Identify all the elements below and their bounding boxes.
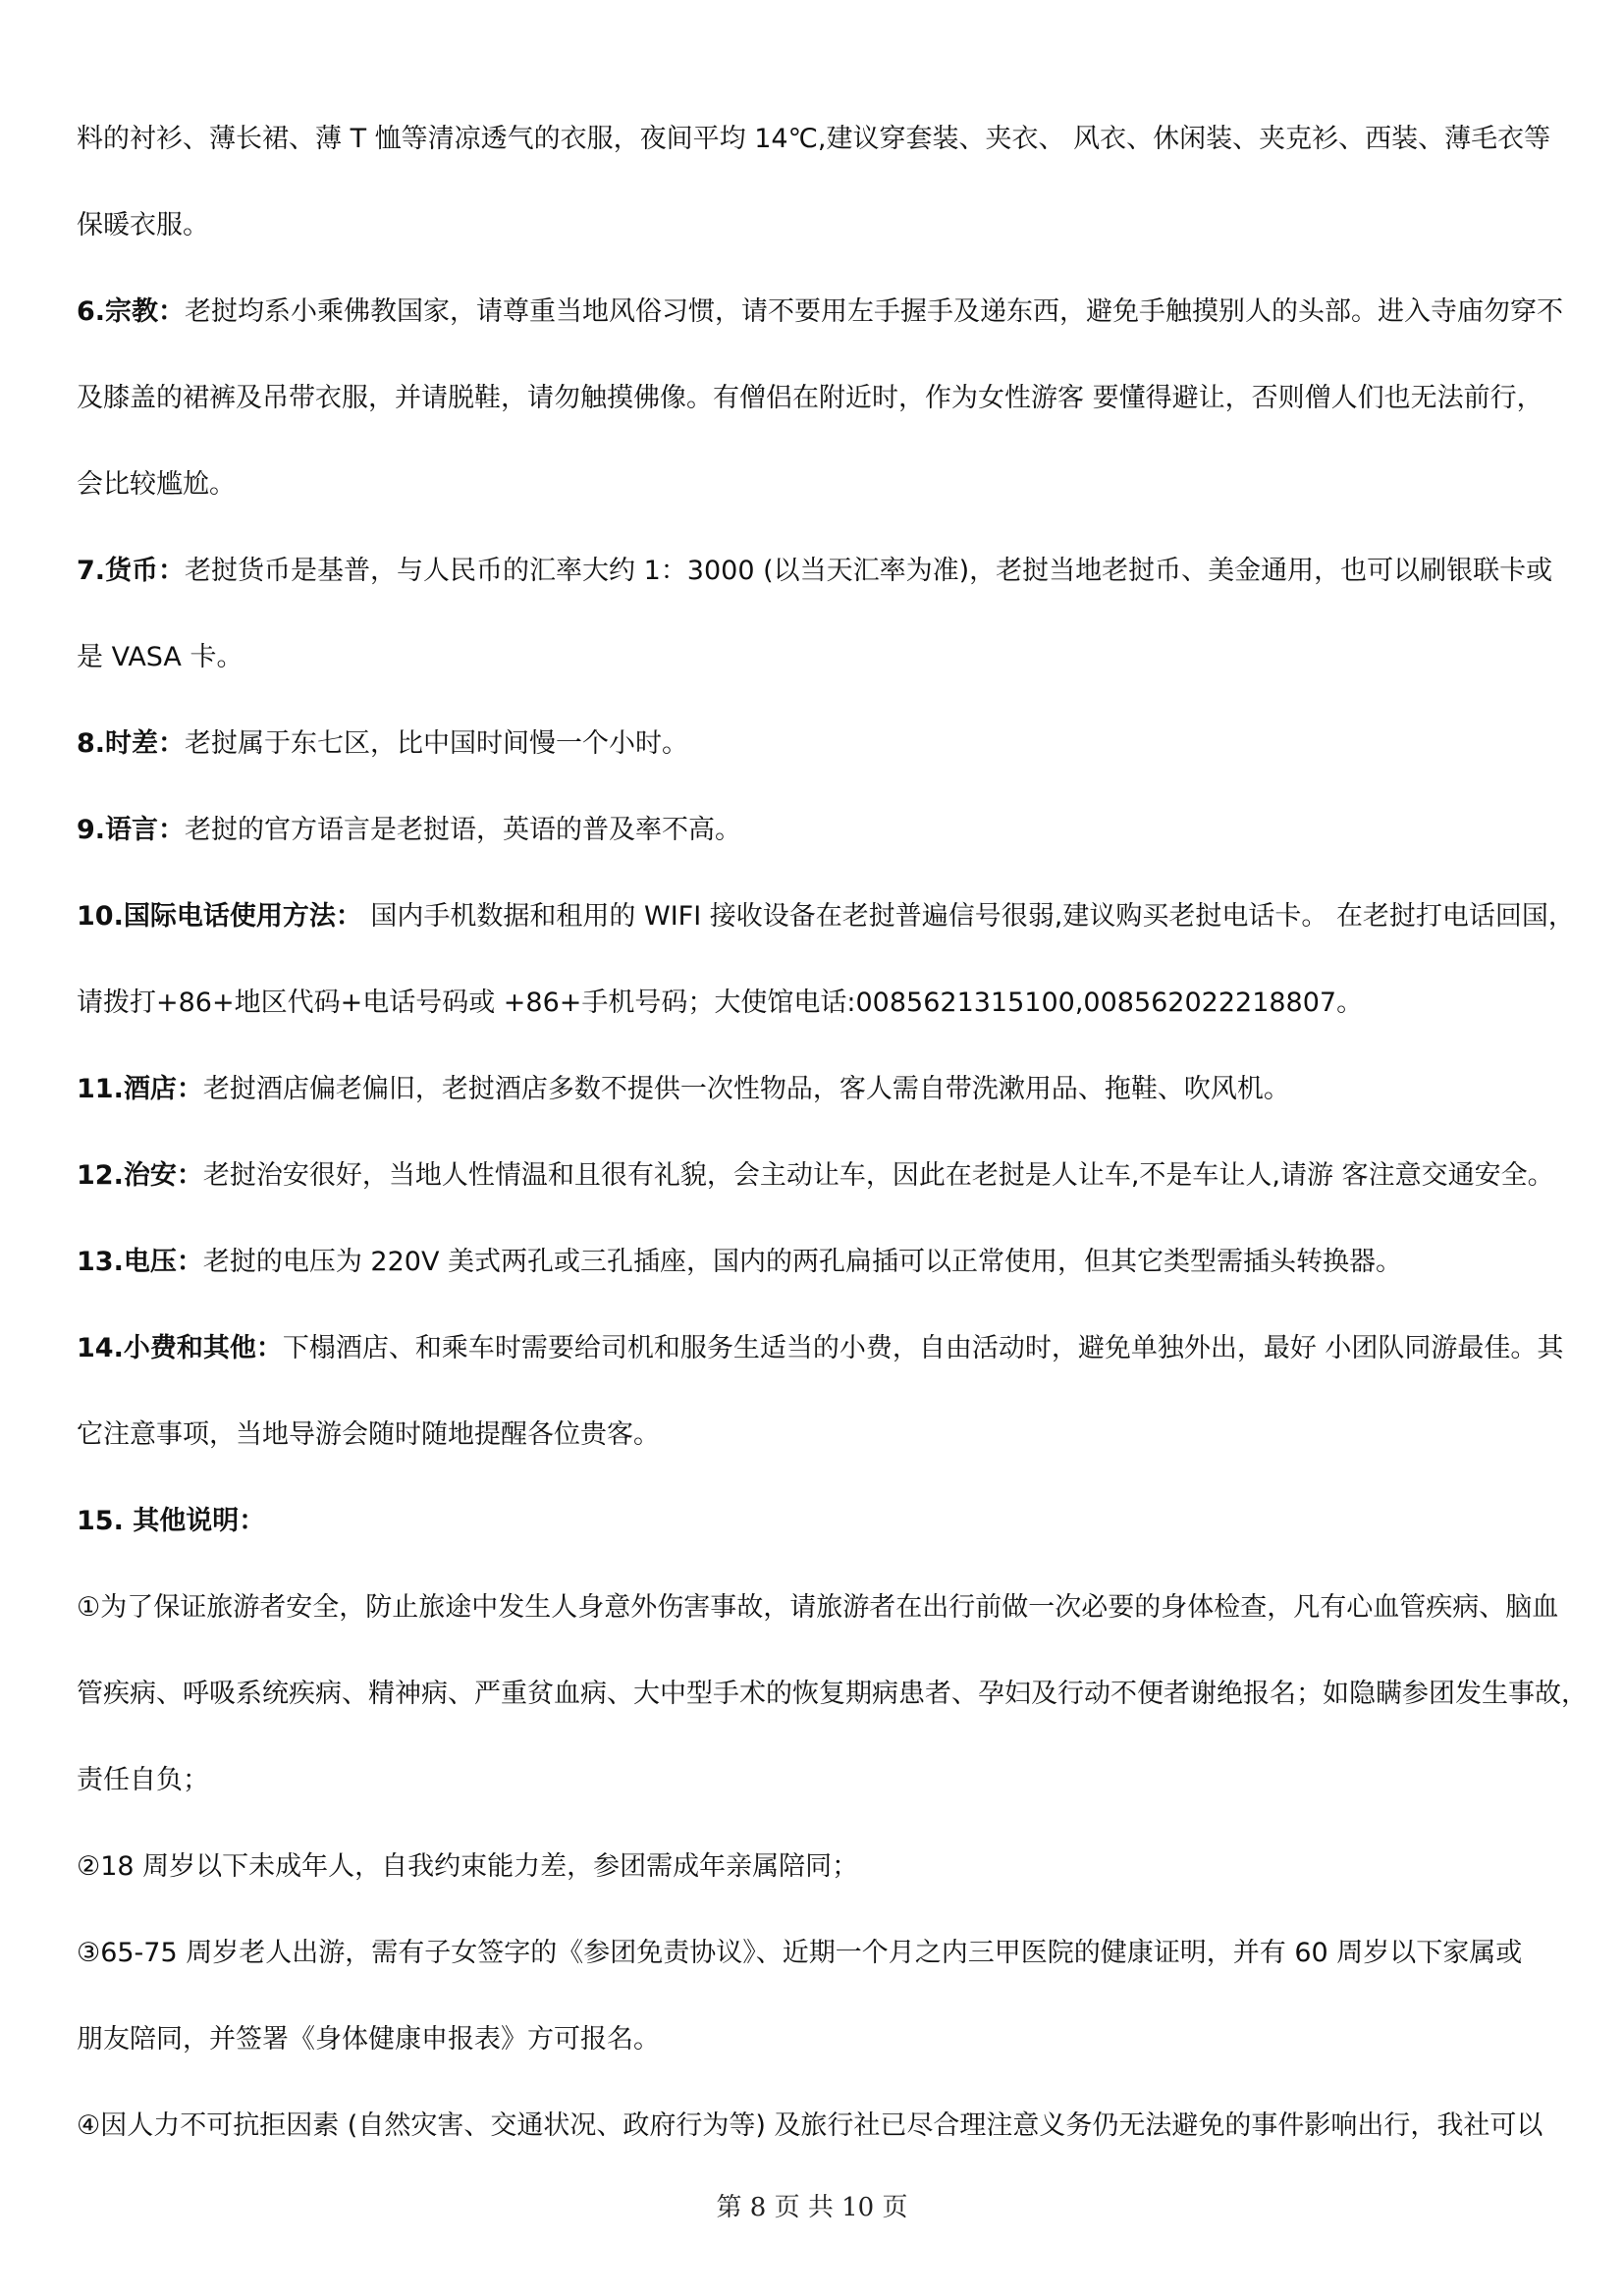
line-text: ②18 周岁以下未成年人，自我约束能力差，参团需成年亲属陪同； (77, 1851, 859, 1882)
text-line (77, 1478, 1569, 1565)
line-text: 朋友陪同，并签署《身体健康申报表》方可报名。 (77, 2024, 660, 2055)
section-label: 15. 其他说明： (77, 1506, 266, 1536)
line-text: 国内手机数据和租用的 WIFI 接收设备在老挝普遍信号很弱,建议购买老挝电话卡。 在老挝打电话回国， (361, 901, 1575, 932)
line-text: ①为了保证旅游者安全，防止旅途中发生人身意外伤害事故，请旅游者在出行前做一次必要的身体检查，凡有心血管疾病、脑血 (77, 1592, 1559, 1623)
line-text: 责任自负； (77, 1765, 209, 1795)
text-line (77, 1219, 1569, 1306)
section-label: 6.宗教： (77, 296, 186, 327)
line-text: 会比较尴尬。 (77, 469, 236, 500)
section-label: 10.国际电话使用方法： (77, 901, 362, 932)
document-body (77, 96, 1588, 2169)
line-text: ③65-75 周岁老人出游，需有子女签字的《参团免责协议》、近期一个月之内三甲医院的健康证明，并有 60 周岁以下家属或 (77, 1938, 1523, 1968)
line-text: 老挝的官方语言是老挝语，英语的普及率不高。 (185, 815, 742, 845)
text-line (77, 269, 1569, 355)
text-line (77, 701, 1569, 787)
line-text: 保暖衣服。 (77, 210, 209, 240)
line-text: 老挝的电压为 220V 美式两孔或三孔插座，国内的两孔扁插可以正常使用，但其它类型需插头转换器。 (202, 1247, 1403, 1277)
text-line (77, 1997, 1569, 2083)
text-line (77, 787, 1569, 874)
section-label: 13.电压： (77, 1247, 203, 1277)
text-line (77, 960, 1569, 1046)
text-line (77, 442, 1569, 528)
text-line (77, 528, 1569, 614)
text-line (77, 1133, 1569, 1219)
page-footer: 第 8 页 共 10 页 (716, 2193, 908, 2222)
text-line (77, 1565, 1569, 1651)
text-line (77, 1651, 1588, 1737)
section-label: 12.治安： (77, 1160, 203, 1191)
text-line (77, 1737, 1569, 1824)
line-text: 老挝酒店偏老偏旧，老挝酒店多数不提供一次性物品，客人需自带洗漱用品、拖鞋、吹风机。 (202, 1074, 1290, 1104)
text-line (77, 2083, 1569, 2169)
section-label: 9.语言： (77, 815, 186, 845)
line-text: 老挝均系小乘佛教国家，请尊重当地风俗习惯，请不要用左手握手及递东西，避免手触摸别人的头部。进入寺庙勿穿不 (185, 296, 1564, 327)
text-line (77, 96, 1569, 183)
line-text: 及膝盖的裙裤及吊带衣服，并请脱鞋，请勿触摸佛像。有僧侣在附近时，作为女性游客 要懂得避让，否则僧人们也无法前行， (77, 383, 1543, 413)
text-line (77, 1824, 1569, 1910)
line-text: 料的衬衫、薄长裙、薄 T 恤等清凉透气的衣服，夜间平均 14℃,建议穿套装、夹衣、 风衣、休闲装、夹克衫、西装、薄毛衣等 (77, 124, 1551, 154)
text-line (77, 183, 1569, 269)
line-text: 老挝属于东七区，比中国时间慢一个小时。 (185, 728, 689, 759)
text-line (77, 1046, 1569, 1133)
text-line (77, 614, 1569, 701)
text-line (77, 874, 1575, 960)
text-line (77, 355, 1569, 442)
text-line (77, 1392, 1569, 1478)
line-text: ④因人力不可抗拒因素 (自然灾害、交通状况、政府行为等) 及旅行社已尽合理注意义务仍无法避免的事件影响出行，我社可以 (77, 2110, 1543, 2141)
line-text: 老挝货币是基普，与人民币的汇率大约 1：3000 (以当天汇率为准)，老挝当地老挝币、美金通用，也可以刷银联卡或 (185, 556, 1553, 586)
line-text: 是 VASA 卡。 (77, 642, 244, 672)
section-label: 7.货币： (77, 556, 186, 586)
text-line (77, 1910, 1569, 1997)
section-label: 8.时差： (77, 728, 186, 759)
line-text: 下榻酒店、和乘车时需要给司机和服务生适当的小费，自由活动时，避免单独外出，最好 小团队同游最佳。其 (282, 1333, 1564, 1363)
text-line (77, 1306, 1569, 1392)
line-text: 请拨打+86+地区代码+电话号码或 +86+手机号码；大使馆电话:0085621315100,008562022218807。 (77, 988, 1364, 1018)
section-label: 14.小费和其他： (77, 1333, 283, 1363)
section-label: 11.酒店： (77, 1074, 203, 1104)
line-text: 老挝治安很好，当地人性情温和且很有礼貌，会主动让车，因此在老挝是人让车,不是车让人,请游 客注意交通安全。 (202, 1160, 1554, 1191)
line-text: 它注意事项，当地导游会随时随地提醒各位贵客。 (77, 1419, 660, 1450)
line-text: 管疾病、呼吸系统疾病、精神病、严重贫血病、大中型手术的恢复期病患者、孕妇及行动不便者谢绝报名；如隐瞒参团发生事故， (77, 1679, 1588, 1709)
